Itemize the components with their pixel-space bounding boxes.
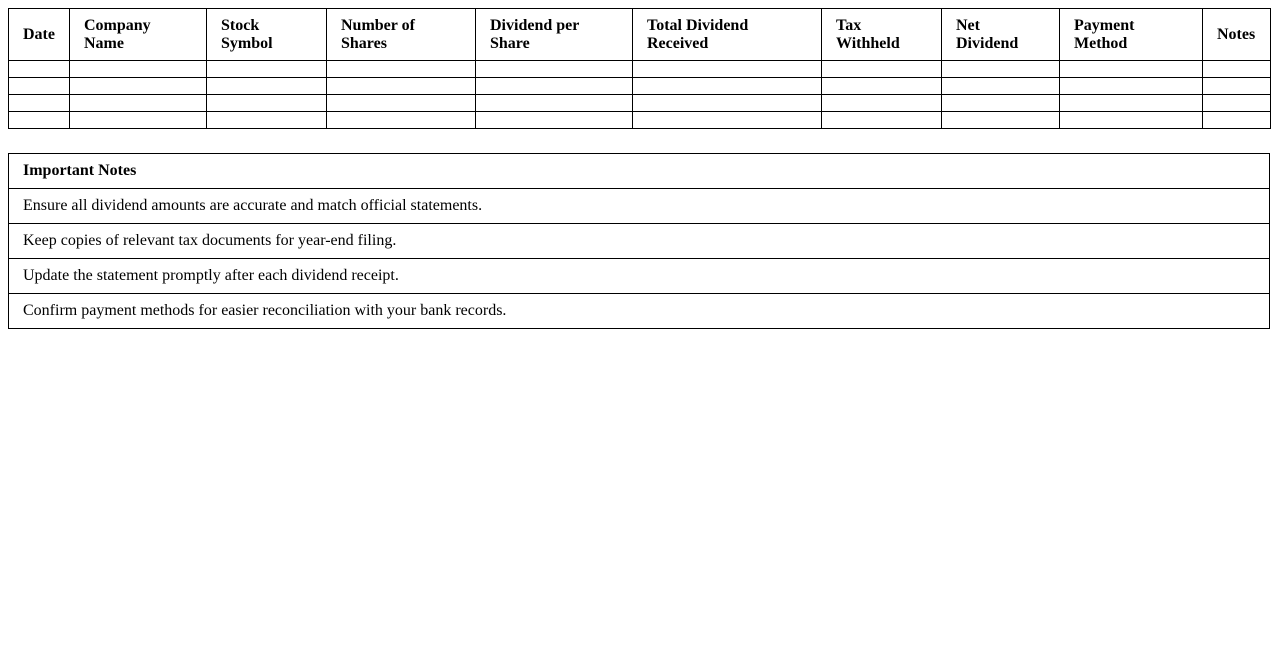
table-cell[interactable] bbox=[9, 95, 70, 112]
header-dividend-per-share: Dividend per Share bbox=[476, 9, 633, 61]
table-cell[interactable] bbox=[1203, 61, 1271, 78]
table-header-row bbox=[9, 9, 1271, 61]
notes-row bbox=[9, 224, 1270, 259]
table-cell[interactable] bbox=[207, 61, 327, 78]
table-cell[interactable] bbox=[70, 112, 207, 129]
table-cell[interactable] bbox=[822, 112, 942, 129]
table-cell[interactable] bbox=[476, 112, 633, 129]
table-row bbox=[9, 78, 1271, 95]
table-cell[interactable] bbox=[1060, 61, 1203, 78]
table-cell[interactable] bbox=[476, 61, 633, 78]
header-net-dividend: Net Dividend bbox=[942, 9, 1060, 61]
table-row bbox=[9, 95, 1271, 112]
table-row bbox=[9, 112, 1271, 129]
important-notes-table bbox=[8, 153, 1270, 329]
note-item: Ensure all dividend amounts are accurate and match official statements. bbox=[9, 189, 1270, 224]
table-cell[interactable] bbox=[9, 78, 70, 95]
table-cell[interactable] bbox=[70, 61, 207, 78]
header-stock-symbol: Stock Symbol bbox=[207, 9, 327, 61]
dividend-statement-page bbox=[8, 8, 1270, 329]
table-cell[interactable] bbox=[1203, 95, 1271, 112]
table-cell[interactable] bbox=[633, 78, 822, 95]
table-cell[interactable] bbox=[207, 78, 327, 95]
table-cell[interactable] bbox=[822, 95, 942, 112]
table-cell[interactable] bbox=[1203, 112, 1271, 129]
note-item: Confirm payment methods for easier reconciliation with your bank records. bbox=[9, 294, 1270, 329]
header-notes: Notes bbox=[1203, 9, 1271, 61]
header-total-dividend-received: Total Dividend Received bbox=[633, 9, 822, 61]
table-cell[interactable] bbox=[1060, 95, 1203, 112]
table-cell[interactable] bbox=[633, 61, 822, 78]
header-company-name: Company Name bbox=[70, 9, 207, 61]
header-number-of-shares: Number of Shares bbox=[327, 9, 476, 61]
notes-row bbox=[9, 294, 1270, 329]
table-cell[interactable] bbox=[207, 112, 327, 129]
note-item: Keep copies of relevant tax documents for year-end filing. bbox=[9, 224, 1270, 259]
notes-row bbox=[9, 189, 1270, 224]
table-cell[interactable] bbox=[476, 95, 633, 112]
header-date: Date bbox=[9, 9, 70, 61]
table-cell[interactable] bbox=[327, 95, 476, 112]
table-cell[interactable] bbox=[70, 78, 207, 95]
table-cell[interactable] bbox=[942, 61, 1060, 78]
table-cell[interactable] bbox=[207, 95, 327, 112]
table-cell[interactable] bbox=[633, 112, 822, 129]
header-tax-withheld: Tax Withheld bbox=[822, 9, 942, 61]
table-cell[interactable] bbox=[633, 95, 822, 112]
notes-title: Important Notes bbox=[9, 154, 1270, 189]
table-cell[interactable] bbox=[9, 112, 70, 129]
dividend-table bbox=[8, 8, 1271, 129]
table-cell[interactable] bbox=[942, 95, 1060, 112]
table-cell[interactable] bbox=[327, 112, 476, 129]
table-cell[interactable] bbox=[476, 78, 633, 95]
table-cell[interactable] bbox=[9, 61, 70, 78]
notes-header-row bbox=[9, 154, 1270, 189]
table-row bbox=[9, 61, 1271, 78]
table-cell[interactable] bbox=[1060, 112, 1203, 129]
notes-row bbox=[9, 259, 1270, 294]
header-payment-method: Payment Method bbox=[1060, 9, 1203, 61]
table-cell[interactable] bbox=[327, 78, 476, 95]
table-cell[interactable] bbox=[942, 112, 1060, 129]
table-cell[interactable] bbox=[1203, 78, 1271, 95]
table-cell[interactable] bbox=[822, 78, 942, 95]
table-cell[interactable] bbox=[942, 78, 1060, 95]
table-cell[interactable] bbox=[1060, 78, 1203, 95]
table-cell[interactable] bbox=[70, 95, 207, 112]
table-cell[interactable] bbox=[327, 61, 476, 78]
note-item: Update the statement promptly after each dividend receipt. bbox=[9, 259, 1270, 294]
table-cell[interactable] bbox=[822, 61, 942, 78]
